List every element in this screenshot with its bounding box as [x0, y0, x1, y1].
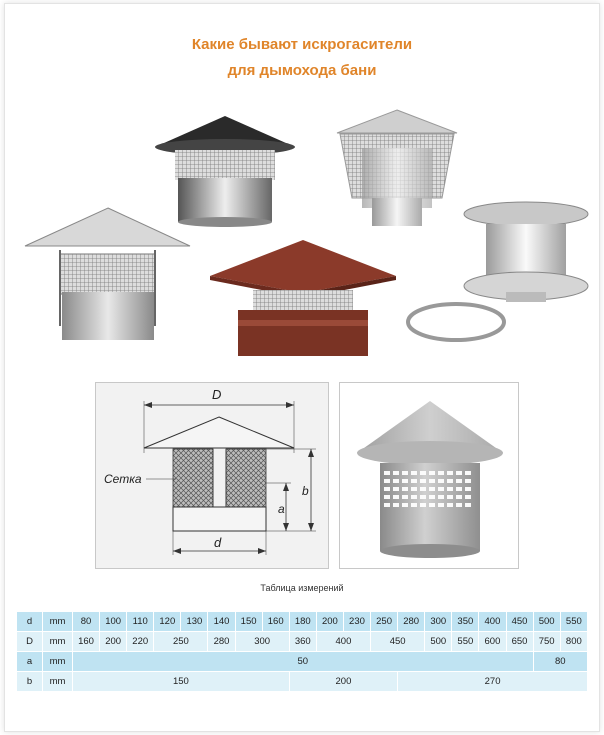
table-cell: 450: [371, 632, 425, 652]
table-cell: 270: [398, 672, 588, 692]
table-cell: 400: [479, 612, 506, 632]
technical-drawing-svg: [96, 383, 328, 568]
unit-cell: mm: [43, 672, 73, 692]
table-cell: 250: [154, 632, 208, 652]
table-cell: 350: [452, 612, 479, 632]
table-cell: 230: [343, 612, 370, 632]
table-cell: 150: [235, 612, 262, 632]
table-cell: 180: [289, 612, 316, 632]
table-cell: 130: [181, 612, 208, 632]
table-cell: 80: [533, 652, 587, 672]
table-cell: 140: [208, 612, 235, 632]
table-caption: Таблица измерений: [260, 583, 344, 593]
page-title-line-2: для дымохода бани: [227, 62, 377, 79]
table-cell: 280: [208, 632, 235, 652]
table-cell: 80: [73, 612, 100, 632]
table-cell: 550: [452, 632, 479, 652]
spark-arrester-render: [339, 382, 519, 569]
table-cell: 150: [73, 672, 290, 692]
table-cell: 750: [533, 632, 560, 652]
table-cell: 160: [73, 632, 100, 652]
table-row-d: [17, 612, 588, 632]
table-cell: 800: [560, 632, 587, 652]
table-cell: 50: [73, 652, 534, 672]
table-cell: 220: [127, 632, 154, 652]
table-cell: 500: [533, 612, 560, 632]
table-row-b: [17, 672, 588, 692]
unit-cell: mm: [43, 632, 73, 652]
table-cell: 200: [100, 632, 127, 652]
spark-arrester-photo-galvanized: [20, 206, 195, 344]
table-row-D: [17, 632, 588, 652]
dim-b-label: b: [302, 484, 309, 498]
unit-cell: mm: [43, 612, 73, 632]
row-label: a: [17, 652, 43, 672]
table-cell: 450: [506, 612, 533, 632]
table-cell: 200: [289, 672, 397, 692]
table-cell: 110: [127, 612, 154, 632]
spark-arrester-photo-steel-clamp: [406, 200, 591, 345]
table-cell: 160: [262, 612, 289, 632]
dimensions-table: [16, 611, 588, 692]
dim-a-label: a: [278, 502, 285, 516]
table-cell: 500: [425, 632, 452, 652]
dim-D-label: D: [212, 387, 222, 402]
technical-drawing: [95, 382, 329, 569]
table-row-a: [17, 652, 588, 672]
row-label: b: [17, 672, 43, 692]
table-cell: 400: [316, 632, 370, 652]
page-title-line-1: Какие бывают искрогасители: [191, 36, 413, 53]
mesh-label: Сетка: [104, 472, 142, 486]
table-cell: 550: [560, 612, 587, 632]
table-cell: 120: [154, 612, 181, 632]
dim-d-label: d: [214, 535, 222, 550]
table-cell: 600: [479, 632, 506, 652]
row-label: d: [17, 612, 43, 632]
row-label: D: [17, 632, 43, 652]
unit-cell: mm: [43, 652, 73, 672]
spark-arrester-photo-brown-roof: [208, 238, 398, 360]
table-cell: 250: [371, 612, 398, 632]
table-cell: 200: [316, 612, 343, 632]
table-cell: 300: [235, 632, 289, 652]
table-cell: 360: [289, 632, 316, 652]
table-cell: 650: [506, 632, 533, 652]
table-cell: 300: [425, 612, 452, 632]
table-cell: 280: [398, 612, 425, 632]
table-cell: 100: [100, 612, 127, 632]
render-svg: [340, 383, 518, 568]
